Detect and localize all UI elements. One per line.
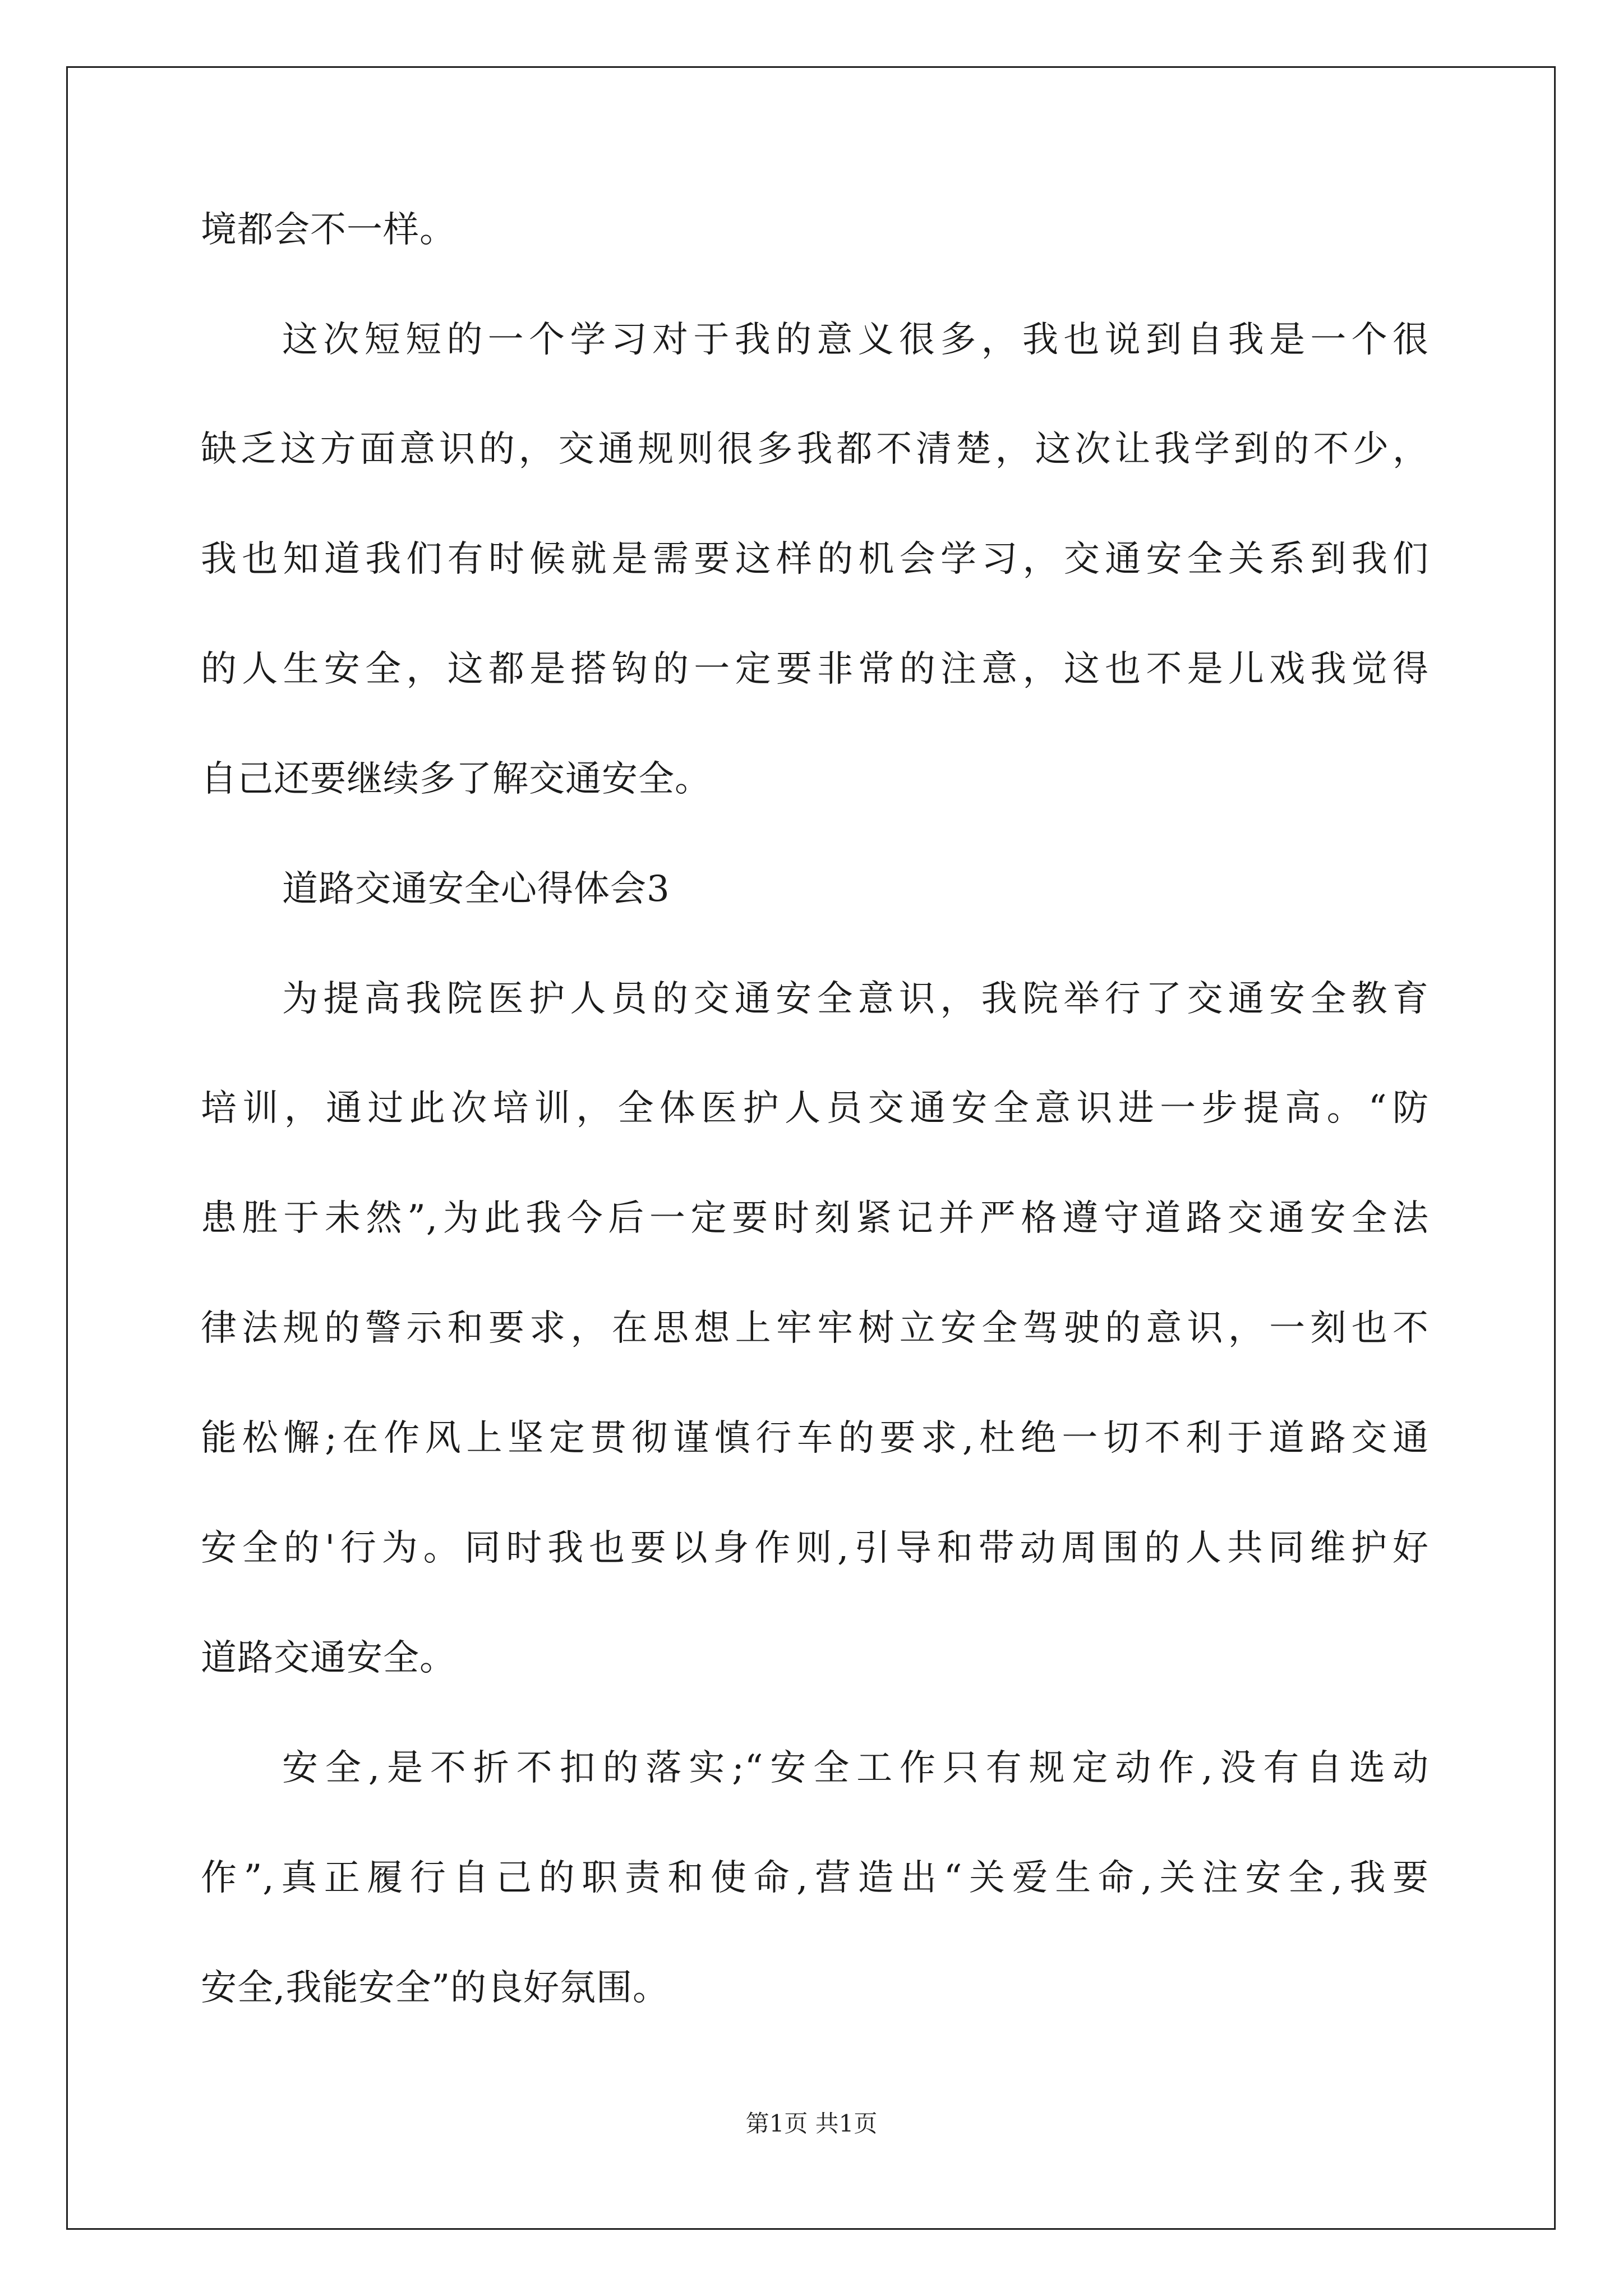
paragraph-line: 为提高我院医护人员的交通安全意识，我院举行了交通安全教育 <box>282 978 1429 1020</box>
paragraph-line: 自己还要继续多了解交通安全。 <box>201 758 711 800</box>
paragraph-line: 患胜于未然”,为此我今后一定要时刻紧记并严格遵守道路交通安全法 <box>201 1198 1429 1239</box>
paragraph-line: 境都会不一样。 <box>201 209 456 251</box>
paragraph-line: 培训，通过此次培训，全体医护人员交通安全意识进一步提高。“防 <box>201 1088 1429 1129</box>
paragraph-line: 这次短短的一个学习对于我的意义很多，我也说到自我是一个很 <box>282 319 1429 361</box>
page-footer: 第1页 共1页 <box>745 2110 878 2137</box>
paragraph-line: 律法规的警示和要求，在思想上牢牢树立安全驾驶的意识，一刻也不 <box>201 1308 1429 1349</box>
paragraph-line: 安全,我能安全”的良好氛围。 <box>201 1967 670 2009</box>
paragraph-line: 道路交通安全。 <box>201 1637 456 1679</box>
paragraph-line: 作”,真正履行自己的职责和使命,营造出“关爱生命,关注安全,我要 <box>201 1857 1429 1899</box>
paragraph-line: 能松懈;在作风上坚定贯彻谨慎行车的要求,杜绝一切不利于道路交通 <box>201 1418 1429 1459</box>
paragraph-line: 缺乏这方面意识的，交通规则很多我都不清楚，这次让我学到的不少， <box>201 429 1429 470</box>
section-heading: 道路交通安全心得体会3 <box>282 868 670 910</box>
paragraph-line: 安全的'行为。同时我也要以身作则,引导和带动周围的人共同维护好 <box>201 1527 1429 1569</box>
page-border <box>66 66 1556 2230</box>
paragraph-line: 我也知道我们有时候就是需要这样的机会学习，交通安全关系到我们 <box>201 539 1429 580</box>
paragraph-line: 安全,是不折不扣的落实;“安全工作只有规定动作,没有自选动 <box>282 1747 1429 1789</box>
paragraph-line: 的人生安全，这都是搭钩的一定要非常的注意，这也不是儿戏我觉得 <box>201 648 1429 690</box>
